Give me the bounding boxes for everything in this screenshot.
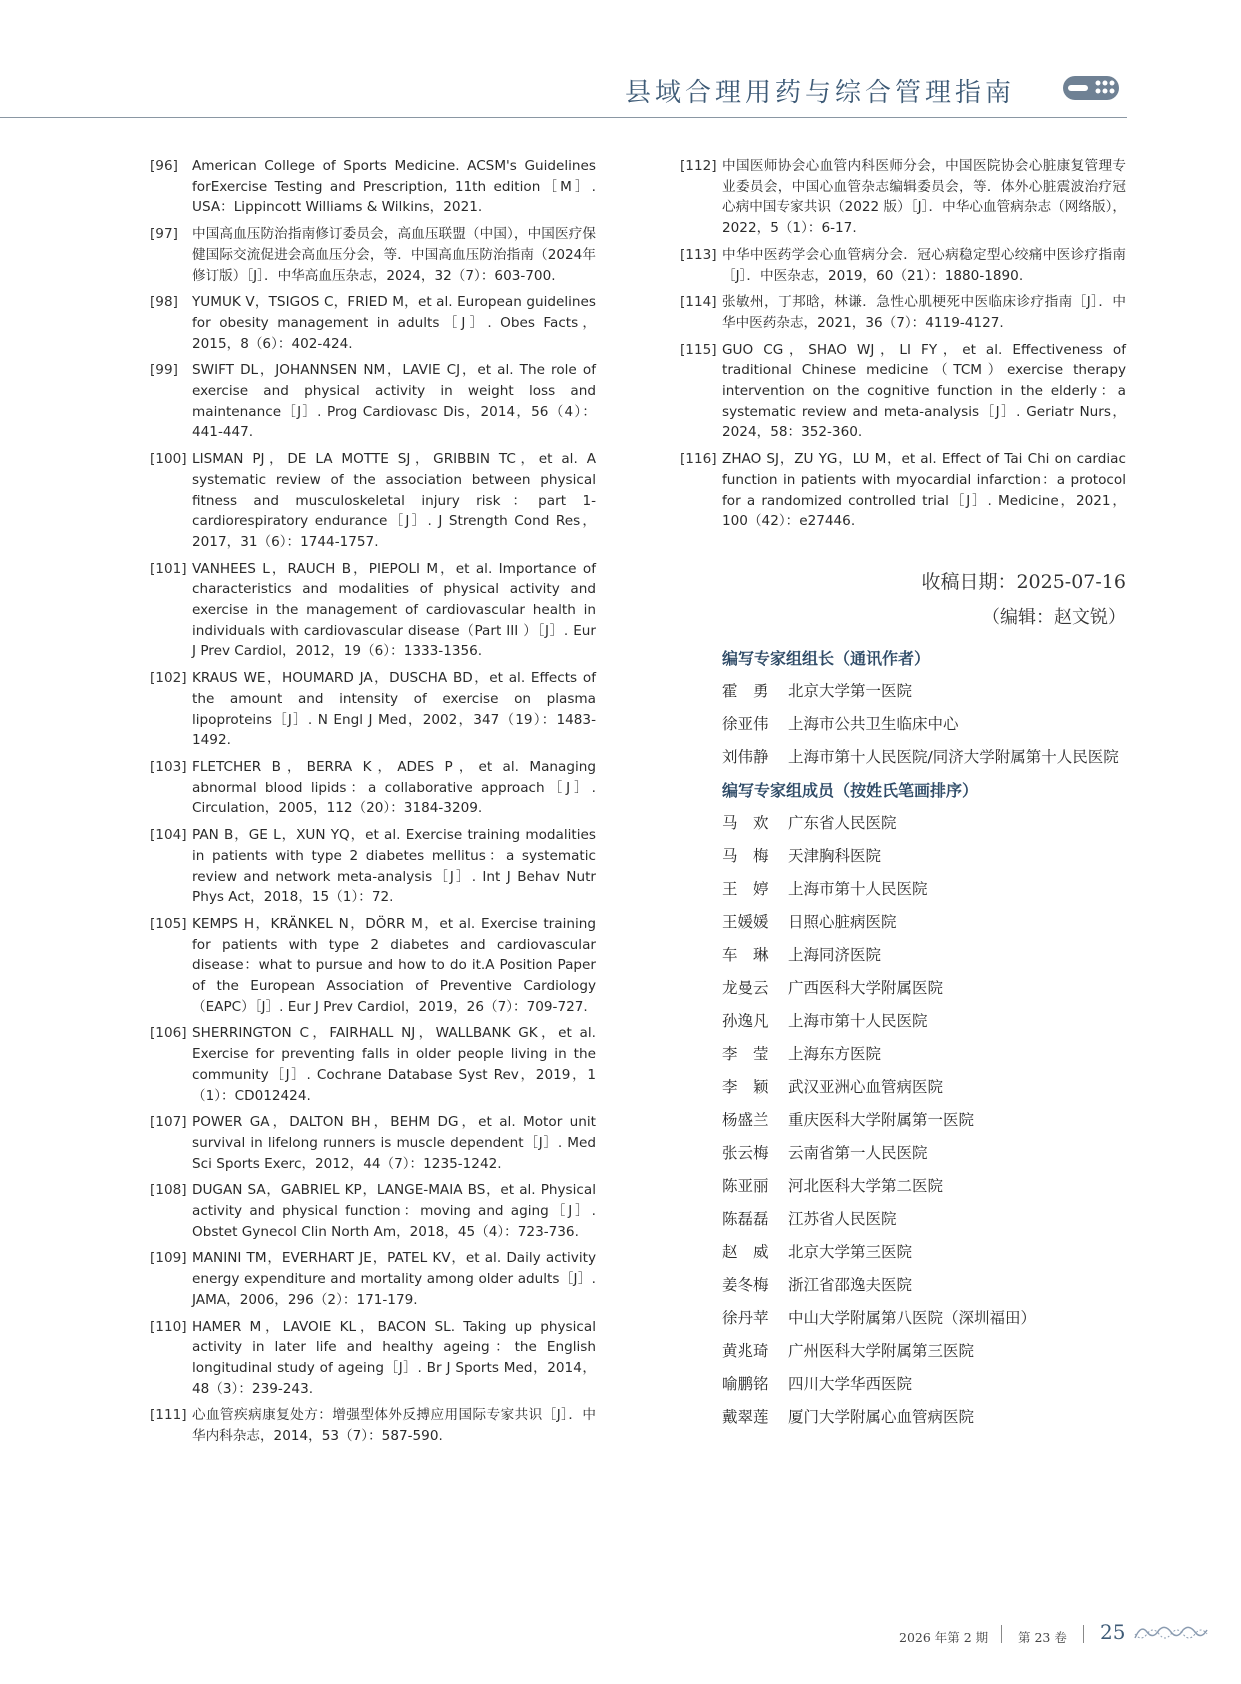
wave-decoration-icon [1133, 1622, 1213, 1642]
reference-item [150, 1180, 596, 1242]
reference-item [150, 156, 596, 218]
reference-item [680, 292, 1126, 333]
reference-item [150, 825, 596, 908]
member-name: 黄兆琦 [722, 1342, 769, 1360]
member-name: 王 婷 [722, 880, 769, 898]
reference-item [150, 292, 596, 354]
references-right-column [680, 156, 1126, 538]
member-name: 喻鹏铭 [722, 1375, 769, 1393]
footer-divider [1083, 1625, 1084, 1643]
member-row [722, 1302, 1142, 1335]
reference-item [150, 1317, 596, 1400]
reference-text: YUMUK V，TSIGOS C，FRIED M，et al. European guidelines for obesity management in adults［J］. Obes Facts，2015，8（6）：402-424. [192, 294, 596, 352]
member-name: 赵 威 [722, 1243, 769, 1261]
reference-item [150, 559, 596, 663]
reference-number: [104] [150, 827, 187, 844]
member-org: 广西医科大学附属医院 [788, 979, 944, 997]
reference-item [150, 914, 596, 1018]
member-org: 重庆医科大学附属第一医院 [788, 1111, 975, 1129]
reference-item [150, 449, 596, 553]
reference-text: 中国医师协会心血管内科医师分会，中国医院协会心脏康复管理专业委员会，中国心血管杂志编辑委员会，等．体外心脏震波治疗冠心病中国专家共识（2022 版）［J］．中华心血管病杂志（网络版），2022，5（1）：6-17. [722, 158, 1126, 237]
reference-number: [109] [150, 1250, 187, 1267]
reference-number: [106] [150, 1025, 187, 1042]
reference-text: DUGAN SA，GABRIEL KP，LANGE-MAIA BS，et al. Physical activity and physical function：moving and aging［J］. Obstet Gynecol Clin North Am，2018，45（4）：723-736. [192, 1182, 596, 1240]
editor-credit: （编辑：赵文锐） [982, 607, 1126, 628]
leader-name: 徐亚伟 [722, 715, 769, 733]
member-row [722, 1368, 1142, 1401]
reference-item [150, 1023, 596, 1106]
member-org: 广州医科大学附属第三医院 [788, 1342, 975, 1360]
leader-heading: 编写专家组组长（通讯作者） [722, 649, 931, 668]
reference-text: 中华中医药学会心血管病分会．冠心病稳定型心绞痛中医诊疗指南［J］．中医杂志，2019，60（21）：1880-1890. [722, 246, 1126, 284]
member-row [722, 1335, 1142, 1368]
member-name: 陈亚丽 [722, 1177, 769, 1195]
reference-number: [110] [150, 1318, 187, 1335]
member-row [722, 873, 1142, 906]
member-name: 孙逸凡 [722, 1012, 769, 1030]
member-org: 云南省第一人民医院 [788, 1144, 928, 1162]
member-name: 马 欢 [722, 814, 769, 832]
reference-number: [101] [150, 560, 187, 577]
members-heading: 编写专家组成员（按姓氏笔画排序） [722, 781, 979, 800]
member-org: 浙江省邵逸夫医院 [788, 1276, 913, 1294]
member-name: 陈磊磊 [722, 1210, 769, 1228]
member-org: 厦门大学附属心血管病医院 [788, 1408, 975, 1426]
reference-text: 张敏州，丁邦晗，林谦．急性心肌梗死中医临床诊疗指南［J］．中华中医药杂志，2021，36（7）：4119-4127. [722, 294, 1126, 331]
reference-text: POWER GA，DALTON BH，BEHM DG，et al. Motor unit survival in lifelong runners is muscle dependent［J］. Med Sci Sports Exerc，2012，44（7）：1235-1242. [192, 1114, 596, 1172]
received-date: 收稿日期：2025-07-16 [921, 571, 1126, 593]
member-row [722, 1269, 1142, 1302]
member-name: 杨盛兰 [722, 1111, 769, 1129]
member-row [722, 1203, 1142, 1236]
member-name: 龙曼云 [722, 979, 769, 997]
reference-number: [103] [150, 758, 187, 775]
leader-row [722, 708, 1142, 741]
expert-group-list [722, 642, 1142, 1434]
member-row [722, 972, 1142, 1005]
reference-number: [108] [150, 1182, 187, 1199]
reference-item [680, 449, 1126, 532]
header-rule [0, 117, 1127, 118]
reference-text: MANINI TM，EVERHART JE，PATEL KV，et al. Daily activity energy expenditure and mortality among older adults［J］. JAMA，2006，296（2）：171-179. [192, 1250, 596, 1308]
reference-text: PAN B，GE L，XUN YQ，et al. Exercise training modalities in patients with type 2 diabetes mellitus：a systematic review and network meta-analysis［J］. Int J Behav Nutr Phys Act，2018，15（1）：72. [192, 827, 596, 906]
member-org: 广东省人民医院 [788, 814, 897, 832]
member-org: 四川大学华西医院 [788, 1375, 913, 1393]
reference-text: SHERRINGTON C，FAIRHALL NJ，WALLBANK GK，et al. Exercise for preventing falls in older people living in the community［J］. Cochrane Database Syst Rev，2019，1（1）：CD012424. [192, 1025, 596, 1104]
member-row [722, 840, 1142, 873]
reference-item [150, 668, 596, 751]
reference-number: [96] [150, 158, 178, 174]
reference-number: [99] [150, 362, 178, 379]
member-org: 日照心脏病医院 [788, 913, 897, 931]
member-name: 张云梅 [722, 1144, 769, 1162]
member-org: 上海同济医院 [788, 946, 882, 964]
reference-number: [102] [150, 670, 187, 687]
reference-item [680, 245, 1126, 286]
reference-item [150, 1112, 596, 1174]
reference-number: [114] [680, 294, 717, 311]
reference-text: ZHAO SJ，ZU YG，LU M，et al. Effect of Tai Chi on cardiac function in patients with myocardial infarction：a protocol for a randomized controlled trial［J］. Medicine，2021，100（42）：e27446. [722, 451, 1126, 530]
footer-volume: 第 23 卷 [1018, 1630, 1067, 1645]
member-row [722, 939, 1142, 972]
member-row [722, 1401, 1142, 1434]
reference-item [150, 757, 596, 819]
member-row [722, 906, 1142, 939]
member-name: 戴翠莲 [722, 1408, 769, 1426]
reference-item [680, 340, 1126, 444]
member-org: 上海东方医院 [788, 1045, 882, 1063]
reference-number: [105] [150, 915, 187, 932]
reference-text: GUO CG，SHAO WJ，LI FY，et al. Effectiveness of traditional Chinese medicine（TCM）exercise therapy intervention on the cognitive function in the elderly：a systematic review and meta-analysis［J］. Geriatr Nurs，2024，58：352-360. [722, 341, 1126, 441]
reference-number: [116] [680, 451, 717, 468]
leader-name: 霍 勇 [722, 682, 769, 700]
member-row [722, 1005, 1142, 1038]
member-name: 徐丹苹 [722, 1309, 769, 1327]
leader-org: 上海市第十人民医院/同济大学附属第十人民医院 [788, 748, 1119, 766]
journal-title: 县域合理用药与综合管理指南 [624, 78, 1015, 108]
member-row [722, 1071, 1142, 1104]
member-org: 上海市第十人民医院 [788, 1012, 928, 1030]
reference-number: [97] [150, 226, 178, 243]
member-name: 车 琳 [722, 946, 769, 964]
member-org: 上海市第十人民医院 [788, 880, 928, 898]
member-row [722, 1137, 1142, 1170]
member-name: 李 莹 [722, 1045, 769, 1063]
reference-item [150, 1405, 596, 1446]
member-row [722, 807, 1142, 840]
reference-text: 心血管疾病康复处方：增强型体外反搏应用国际专家共识［J］．中华内科杂志，2014，53（7）：587-590. [192, 1407, 596, 1445]
member-row [722, 1038, 1142, 1071]
reference-item [150, 224, 596, 286]
reference-text: American College of Sports Medicine. ACSM's Guidelines forExercise Testing and Prescription, 11th edition［M］. USA：Lippincott Williams & Wilkins，2021. [192, 158, 596, 216]
member-name: 王媛媛 [722, 913, 769, 931]
page-number: 25 [1100, 1620, 1126, 1644]
reference-number: [113] [680, 246, 717, 263]
reference-number: [112] [680, 158, 717, 174]
member-org: 北京大学第三医院 [788, 1243, 913, 1261]
reference-item [680, 156, 1126, 239]
reference-text: LISMAN PJ，DE LA MOTTE SJ，GRIBBIN TC，et al. A systematic review of the association between physical fitness and musculoskeletal injury risk：part 1-cardiorespiratory endurance［J］. J Strength Cond Res，2017，31（6）：1744-1757. [192, 451, 596, 550]
member-name: 姜冬梅 [722, 1276, 769, 1294]
member-org: 河北医科大学第二医院 [788, 1177, 944, 1195]
member-name: 李 颖 [722, 1078, 769, 1096]
member-name: 马 梅 [722, 847, 769, 865]
reference-text: SWIFT DL，JOHANNSEN NM，LAVIE CJ，et al. The role of exercise and physical activity in weight loss and maintenance［J］. Prog Cardiovasc Dis，2014，56（4）：441-447. [192, 362, 596, 441]
reference-item [150, 360, 596, 443]
reference-item [150, 1248, 596, 1310]
journal-logo-icon [1062, 73, 1122, 103]
reference-text: FLETCHER B，BERRA K，ADES P，et al. Managing abnormal blood lipids：a collaborative approach［J］. Circulation，2005，112（20）：3184-3209. [192, 758, 596, 817]
member-org: 中山大学附属第八医院（深圳福田） [788, 1309, 1037, 1327]
leader-org: 上海市公共卫生临床中心 [788, 715, 959, 733]
member-row [722, 1170, 1142, 1203]
member-row [722, 1236, 1142, 1269]
reference-text: KEMPS H，KRÄNKEL N，DÖRR M，et al. Exercise training for patients with type 2 diabetes and cardiovascular disease：what to pursue and how to do it.A Position Paper of the European Association of Preventive Cardiology（EAPC）［J］. Eur J Prev Cardiol，2019，26（7）：709-727. [192, 915, 596, 1015]
reference-text: VANHEES L，RAUCH B，PIEPOLI M，et al. Importance of characteristics and modalities of physical activity and exercise in the management of cardiovascular health in individuals with cardiovascular disease（Part III ）［J］. Eur J Prev Cardiol，2012，19（6）：1333-1356. [192, 560, 597, 660]
reference-text: KRAUS WE，HOUMARD JA，DUSCHA BD，et al. Effects of the amount and intensity of exercise on plasma lipoproteins［J］. N Engl J Med，2002，347（19）：1483-1492. [192, 670, 596, 749]
footer-issue: 2026 年第 2 期 [899, 1630, 989, 1645]
reference-number: [115] [680, 341, 717, 358]
leader-org: 北京大学第一医院 [788, 682, 913, 700]
member-row [722, 1104, 1142, 1137]
leader-row [722, 675, 1142, 708]
footer-divider [1001, 1625, 1002, 1643]
member-org: 武汉亚洲心血管病医院 [788, 1078, 944, 1096]
reference-number: [100] [150, 451, 187, 468]
member-org: 天津胸科医院 [788, 847, 882, 865]
leader-row [722, 741, 1142, 774]
reference-text: HAMER M，LAVOIE KL，BACON SL. Taking up physical activity in later life and healthy ageing：the English longitudinal study of ageing［J］. Br J Sports Med，2014，48（3）：239-243. [192, 1318, 596, 1397]
leader-name: 刘伟静 [722, 748, 769, 766]
reference-number: [107] [150, 1114, 187, 1131]
reference-number: [111] [150, 1407, 187, 1424]
member-org: 江苏省人民医院 [788, 1210, 897, 1228]
reference-text: 中国高血压防治指南修订委员会，高血压联盟（中国），中国医疗保健国际交流促进会高血压分会，等．中国高血压防治指南（2024年修订版）［J］．中华高血压杂志，2024，32（7）：603-700. [192, 226, 596, 284]
references-left-column [150, 156, 596, 1453]
reference-number: [98] [150, 294, 178, 311]
